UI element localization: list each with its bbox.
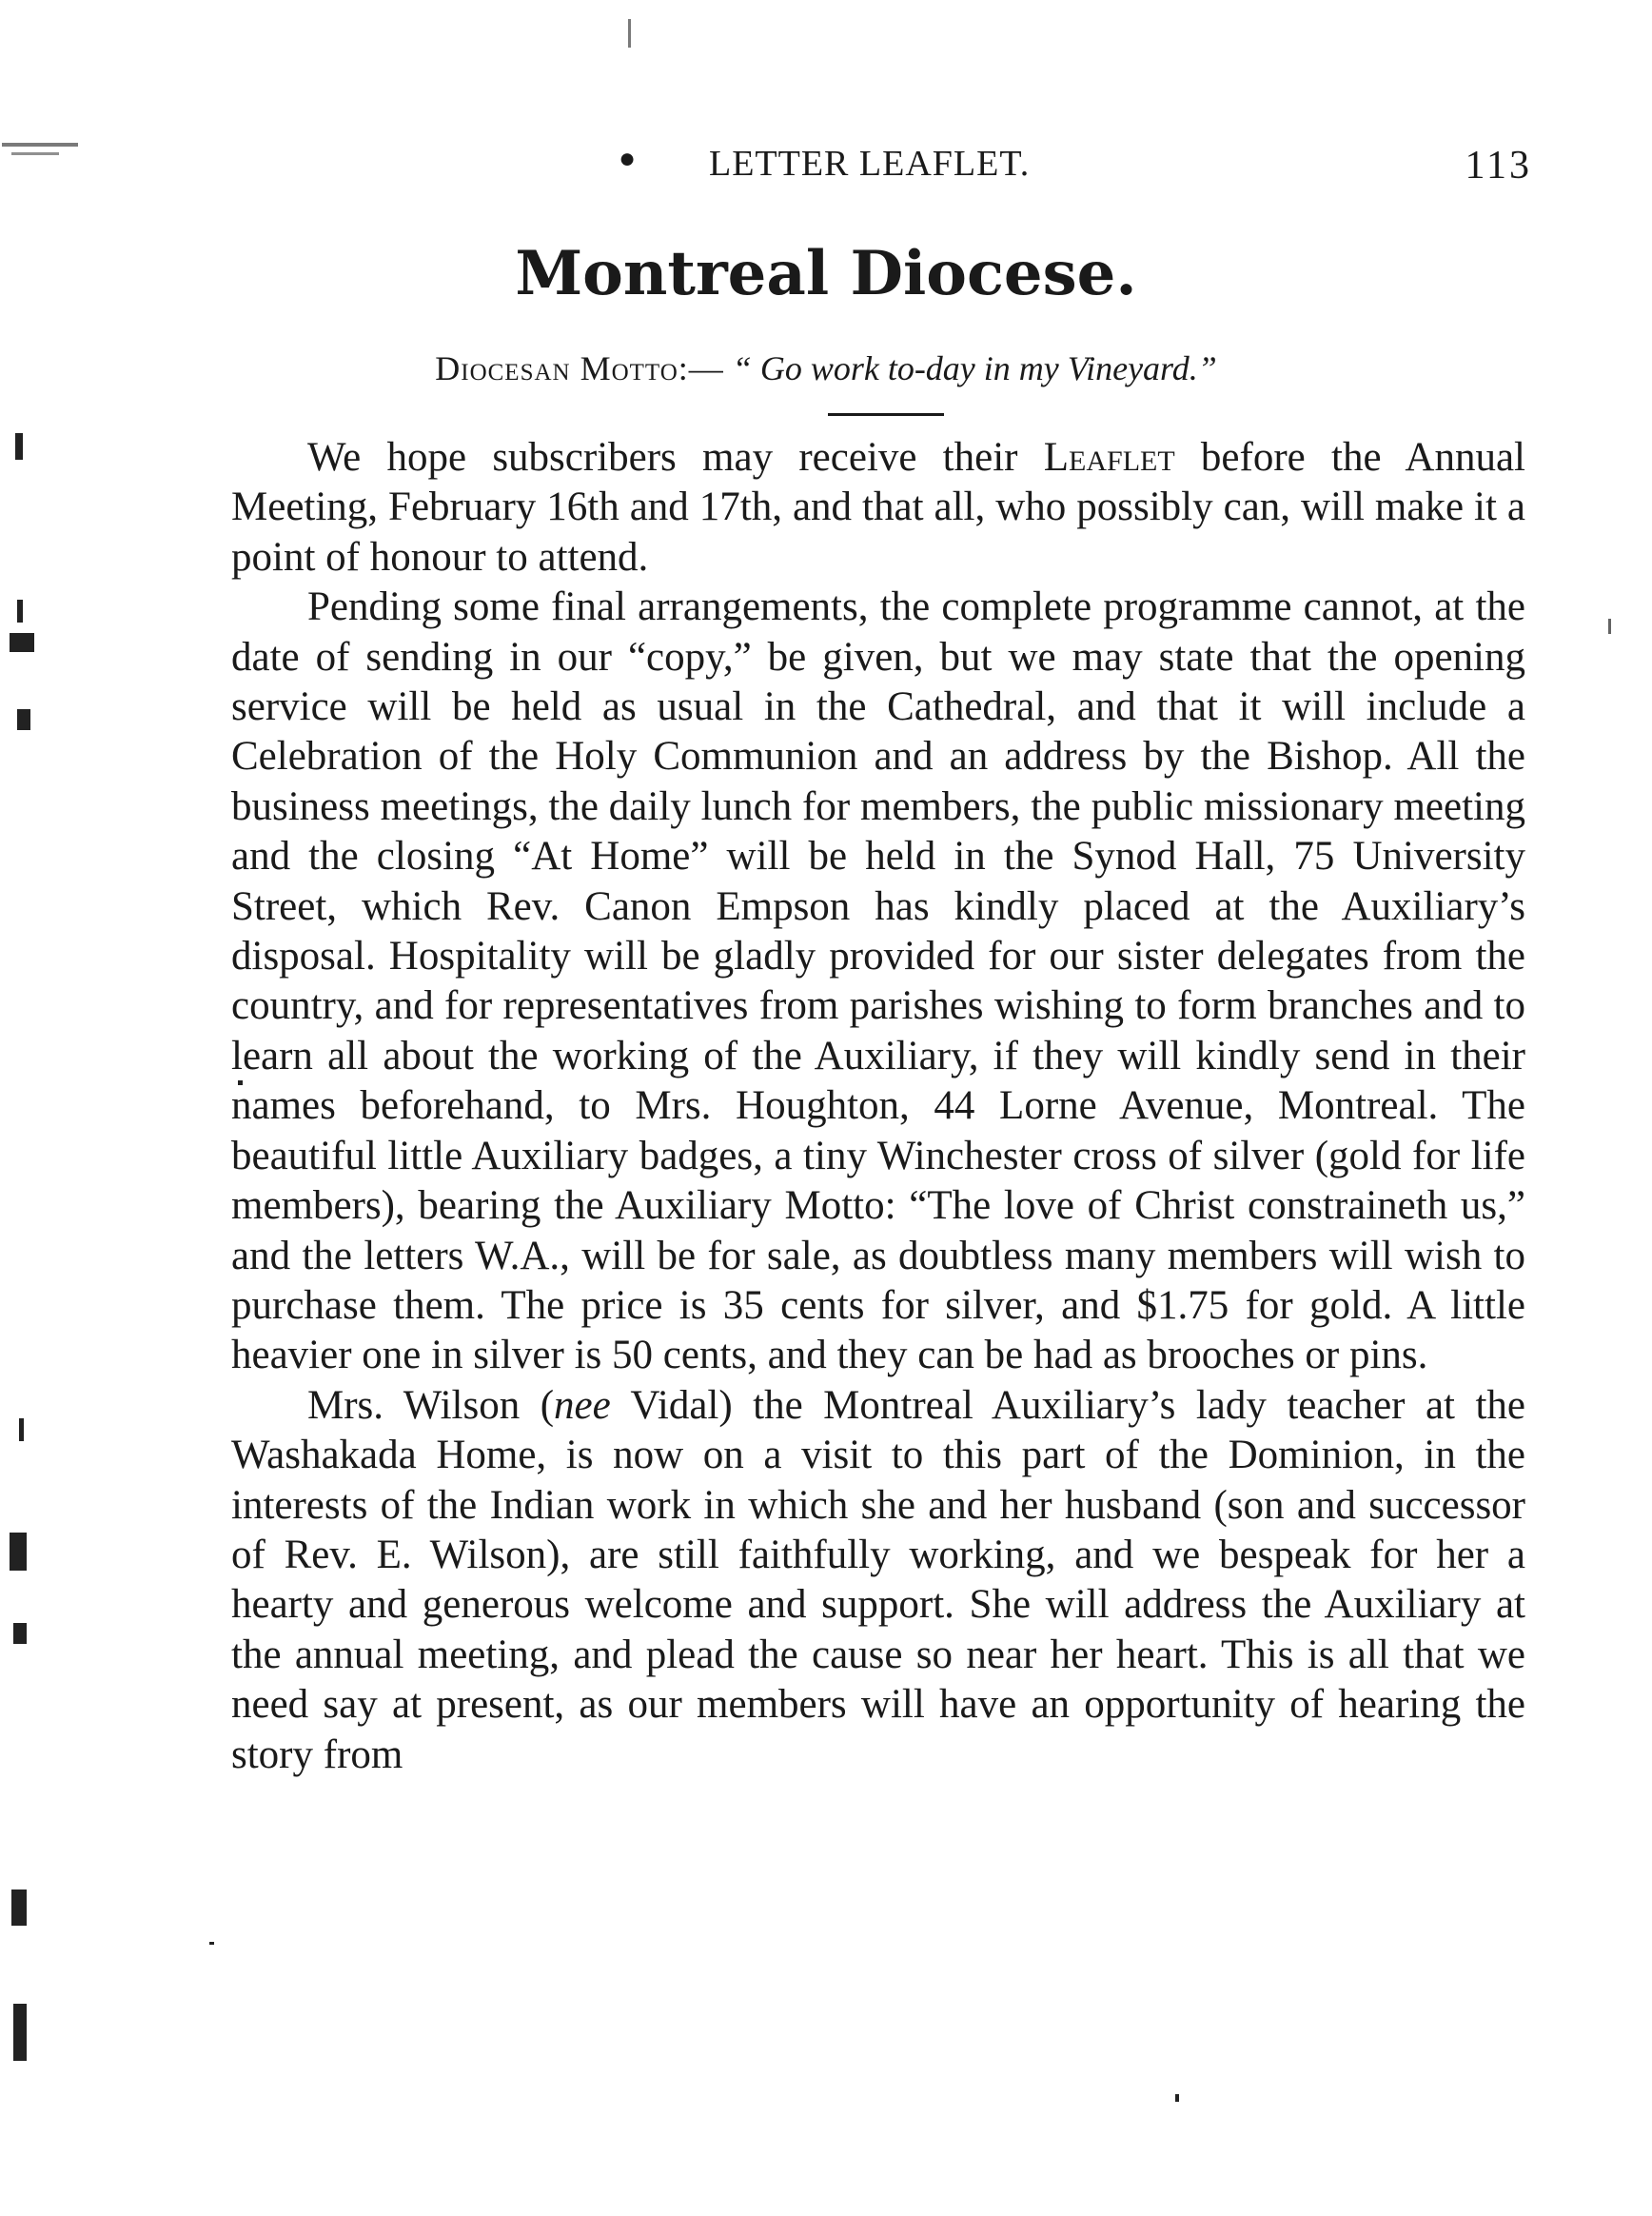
paragraph-3-text-a: Mrs. Wilson ( (307, 1382, 555, 1428)
paragraph-2: Pending some final arrangements, the complete programme cannot, at the date of sending in our “copy,” be given, but we may state that the opening service will be held as usual in the Cathedral, and that it will include a Celebration of the Holy Communion and an address by the Bishop. All the business meetings, the daily lunch for members, the public missionary meeting and the closing “At Home” will be held in the Synod Hall, 75 University Street, which Rev. Canon Empson has kindly placed at the Auxiliary’s disposal. Hospitality will be gladly provided for our sister delegates from the country, and for representatives from parishes wishing to form branches and to learn all about the working of the Auxiliary, if they will kindly send in their names beforehand, to Mrs. Houghton, 44 Lorne Avenue, Montreal. The beautiful little Auxiliary badges, a tiny Winchester cross of silver (gold for life members), bearing the Auxiliary Motto: “The love of Christ constraineth us,” and the letters W.A., will be for sale, as doubtless many members will wish to purchase them. The price is 35 cents for silver, and $1.75 for gold. A little heavier one in silver is 50 cents, and they can be had as brooches or pins. (231, 584, 1525, 1378)
section-title: Montreal Diocese. (515, 238, 1137, 309)
running-head (619, 143, 1551, 190)
nee-italic: nee (554, 1382, 611, 1428)
paragraph-3 (231, 1381, 1525, 1780)
body-text (231, 433, 1525, 1780)
diocesan-motto (0, 348, 1652, 388)
bullet-mark: ● (619, 143, 638, 174)
paragraph-1 (231, 433, 1525, 583)
motto-label: Diocesan Motto:— (435, 349, 724, 387)
leaflet-smallcaps: Leaflet (1043, 435, 1175, 480)
running-title: LETTER LEAFLET. (709, 144, 1031, 184)
divider-rule (828, 413, 944, 416)
page-number: 113 (1465, 144, 1532, 188)
paragraph-3-text-b: Vidal) the Montreal Auxiliary’s lady teacher at the Washakada Home, is now on a visit to this part of the Dominion, in the interests of the Indian work in which she and her husband (son and successor of Rev. E. Wilson), are still faithfully working, and we bespeak for her a hearty and generous welcome and support. She will address the Auxiliary at the annual meeting, and plead the cause so near her heart. This is all that we need say at present, as our members will have an opportunity of hearing the story from (231, 1382, 1525, 1777)
paragraph-1-text-a: We hope subscribers may receive their (307, 435, 1044, 480)
paragraph-1-text-b: before the Annual Meeting, February 16th and 17th, and that all, who possibly can, will make it a point of honour to attend. (231, 435, 1525, 580)
motto-quote: “ Go work to-day in my Vineyard.” (732, 349, 1217, 387)
